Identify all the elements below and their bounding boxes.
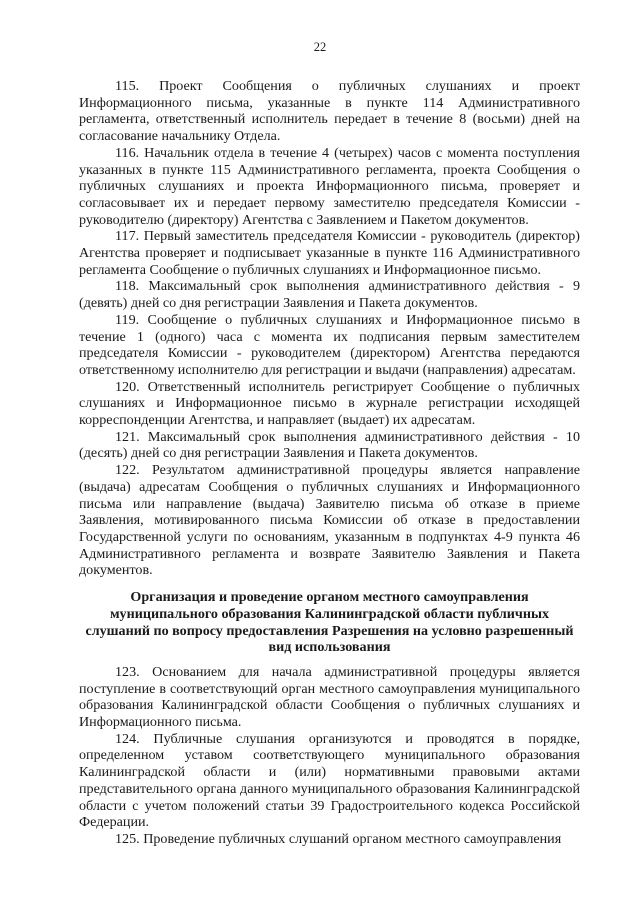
- paragraph-119: 119. Сообщение о публичных слушаниях и Информационное письмо в течение 1 (одного) часа с момента их подписания первым заместителем председателя Комиссии - руководителем (директором) Агентства передаются ответственному исполнителю для регистрации и выдачи (направления) адресатам.: [79, 311, 580, 378]
- paragraph-122: 122. Результатом административной процедуры является направление (выдача) адресатам Сообщения о публичных слушаниях и Информационного письма или направление (выдача) Заявителю письма об отказе в приеме Заявления, мотивированного письма Комиссии об отказе в предоставлении Государственной услуги по основаниям, указанным в подпунктах 4-9 пункта 46 Административного регламента и возврате Заявителю Заявления и Пакета документов.: [79, 462, 580, 579]
- paragraph-118: 118. Максимальный срок выполнения административного действия - 9 (девять) дней со дня регистрации Заявления и Пакета документов.: [79, 278, 580, 312]
- paragraph-120: 120. Ответственный исполнитель регистрирует Сообщение о публичных слушаниях и Информационное письмо в журнале регистрации исходящей корреспонденции Агентства, и направляет (выдает) их адресатам.: [79, 378, 580, 429]
- paragraph-117: 117. Первый заместитель председателя Комиссии - руководитель (директор) Агентства проверяет и подписывает указанные в пункте 116 Административного регламента Сообщение о публичных слушаниях и Информационное письмо.: [79, 228, 580, 278]
- paragraph-115: 115. Проект Сообщения о публичных слушаниях и проект Информационного письма, указанные в пункте 114 Административного регламента, ответственный исполнитель передает в течение 8 (восьми) дней на согласование начальнику Отдела.: [79, 78, 580, 145]
- paragraph-116: 116. Начальник отдела в течение 4 (четырех) часов с момента поступления указанных в пункте 115 Административного регламента, проекта Сообщения о публичных слушаниях и проекта Информационного письма, проверяет и согласовывает их и передает первому заместителю председателя Комиссии - руководителю (директору) Агентства с Заявлением и Пакетом документов.: [79, 144, 580, 228]
- page-number: 22: [313, 40, 327, 54]
- paragraph-124: 124. Публичные слушания организуются и проводятся в порядке, определенном уставом соответствующего муниципального образования Калининградской области и (или) нормативными правовыми актами представительного органа данного муниципального образования Калининградской области с учетом положений статьи 39 Градостроительного кодекса Российской Федерации.: [79, 730, 580, 831]
- paragraph-123: 123. Основанием для начала административной процедуры является поступление в соответствующий орган местного самоуправления муниципального образования Калининградской области Сообщения о публичных слушаниях и Информационного письма.: [79, 663, 580, 731]
- section-heading: Организация и проведение органом местного самоуправления муниципального образования Калининградской области публичных слушаний по вопросу предоставления Разрешения на условно разрешенный вид использования: [85, 589, 574, 656]
- document-body: [79, 78, 580, 848]
- paragraph-121: 121. Максимальный срок выполнения административного действия - 10 (десять) дней со дня регистрации Заявления и Пакета документов.: [79, 428, 580, 462]
- paragraph-125: 125. Проведение публичных слушаний органом местного самоуправления: [115, 830, 562, 847]
